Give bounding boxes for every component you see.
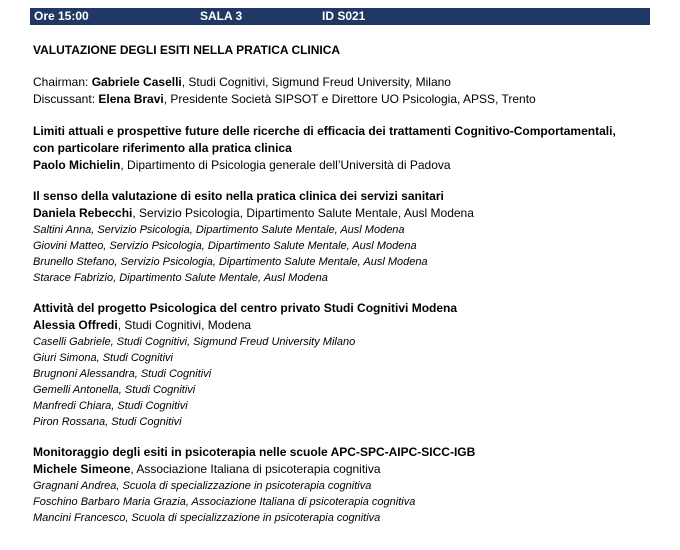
discussant-line [33,91,663,108]
session-room: SALA 3 [200,9,243,23]
coauthor: Foschino Barbaro Maria Grazia, Associazione Italiana di psicoterapia cognitiva [33,496,416,508]
coauthor: Giuri Simona, Studi Cognitivi [33,352,174,364]
coauthor: Saltini Anna, Servizio Psicologia, Dipartimento Salute Mentale, Ausl Modena [33,224,405,236]
talk-speaker-affiliation: , Studi Cognitivi, Modena [117,318,252,332]
talk-speaker: Daniela Rebecchi [33,206,133,220]
session-header-bar [30,8,650,25]
discussant-name: Elena Bravi [98,92,164,106]
talk-speaker: Paolo Michielin [33,158,121,172]
talk-speaker-affiliation: , Associazione Italiana di psicoterapia cognitiva [130,462,381,476]
coauthor: Starace Fabrizio, Dipartimento Salute Mentale, Ausl Modena [33,272,328,284]
talk-speaker-line [33,205,663,222]
talk-block [33,300,663,430]
chairman-line [33,74,663,91]
chairman-name: Gabriele Caselli [91,75,182,89]
talk-speaker: Michele Simeone [33,462,131,476]
talk-speaker-affiliation: , Dipartimento di Psicologia generale dell’Università di Padova [120,158,451,172]
session-title: VALUTAZIONE DEGLI ESITI NELLA PRATICA CLINICA [33,43,341,57]
coauthor: Manfredi Chiara, Studi Cognitivi [33,400,188,412]
coauthor: Brunello Stefano, Servizio Psicologia, Dipartimento Salute Mentale, Ausl Modena [33,256,428,268]
coauthor: Piron Rossana, Studi Cognitivi [33,416,182,428]
talk-block [33,123,663,174]
coauthor: Caselli Gabriele, Studi Cognitivi, Sigmund Freud University Milano [33,336,356,348]
talk-speaker-affiliation: , Servizio Psicologia, Dipartimento Salute Mentale, Ausl Modena [132,206,474,220]
coauthor: Mancini Francesco, Scuola di specializzazione in psicoterapia cognitiva [33,512,381,524]
talk-speaker: Alessia Offredi [33,318,118,332]
talk-speaker-line [33,317,663,334]
talk-title: Il senso della valutazione di esito nella pratica clinica dei servizi sanitari [33,189,444,203]
coauthor: Giovini Matteo, Servizio Psicologia, Dipartimento Salute Mentale, Ausl Modena [33,240,417,252]
talk-title: Monitoraggio degli esiti in psicoterapia nelle scuole APC-SPC-AIPC-SICC-IGB [33,445,476,459]
talk-title: Limiti attuali e prospettive future delle ricerche di efficacia dei trattamenti Cognitivo-Comportamentali, [33,124,616,138]
talk-title: Attività del progetto Psicologica del centro privato Studi Cognitivi Modena [33,301,458,315]
discussant-label: Discussant: [33,92,96,106]
chairman-label: Chairman: [33,75,89,89]
chairman-affiliation: , Studi Cognitivi, Sigmund Freud University, Milano [181,75,451,89]
talk-speaker-line [33,461,663,478]
discussant-affiliation: , Presidente Società SIPSOT e Direttore UO Psicologia, APSS, Trento [163,92,536,106]
talk-block [33,444,663,526]
session-id: ID S021 [322,9,366,23]
session-time: Ore 15:00 [34,9,89,23]
coauthor: Gragnani Andrea, Scuola di specializzazione in psicoterapia cognitiva [33,480,372,492]
session-content [33,42,663,526]
talk-block [33,188,663,286]
coauthor: Gemelli Antonella, Studi Cognitivi [33,384,196,396]
coauthor: Brugnoni Alessandra, Studi Cognitivi [33,368,212,380]
talk-title-continued: con particolare riferimento alla pratica clinica [33,141,292,155]
talk-speaker-line [33,157,663,174]
